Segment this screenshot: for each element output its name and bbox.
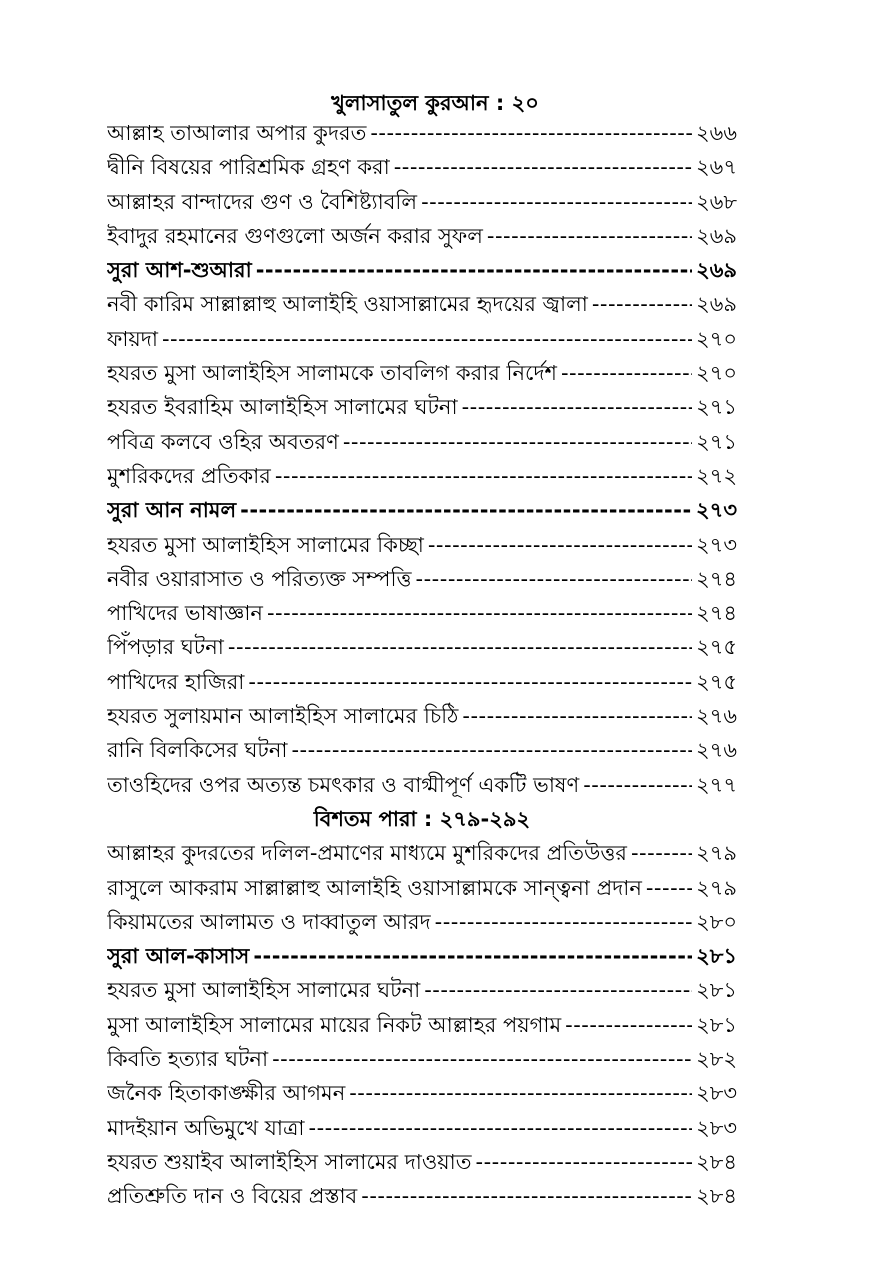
dash-leader — [248, 665, 692, 699]
toc-entry-row — [107, 699, 737, 733]
toc-page-number: ২৬৮ — [696, 189, 737, 214]
toc-surah-heading-row — [107, 939, 737, 973]
toc-entry-row — [107, 116, 737, 150]
dash-leader — [421, 185, 692, 219]
toc-entry-title: হযরত ইবরাহিম আলাইহিস সালামের ঘটনা — [107, 395, 458, 420]
toc-entry-title: মুশরিকদের প্রতিকার — [107, 463, 271, 488]
toc-page-number: ২৭৯ — [696, 875, 737, 900]
toc-entry-row — [107, 1008, 737, 1042]
toc-entry-title: রানি বিলকিসের ঘটনা — [107, 738, 288, 763]
toc-entry-title: মুসা আলাইহিস সালামের মায়ের নিকট আল্লাহর পয়গাম — [107, 1012, 562, 1037]
dash-leader — [435, 905, 692, 939]
toc-page-number: ২৭৯ — [696, 841, 737, 866]
toc-entry-row — [107, 1145, 737, 1179]
dash-leader — [646, 871, 692, 905]
toc-entry-row — [107, 356, 737, 390]
toc-entry-row — [107, 425, 737, 459]
toc-entry-row — [107, 836, 737, 870]
toc-page-number: ২৬৯ — [696, 223, 737, 248]
dash-leader — [349, 1076, 692, 1110]
toc-entry-title: কিবতি হত্যার ঘটনা — [107, 1047, 269, 1072]
dash-leader — [162, 322, 692, 356]
dash-leader — [565, 1008, 692, 1042]
toc-entry-row — [107, 150, 737, 184]
toc-entry-row — [107, 287, 737, 321]
toc-entry-row — [107, 1042, 737, 1076]
dash-leader — [291, 733, 692, 767]
toc-entry-title: মাদইয়ান অভিমুখে যাত্রা — [107, 1115, 305, 1140]
toc-entry-title: সুরা আন নামল — [107, 498, 237, 523]
toc-entry-title: প্রতিশ্রুতি দান ও বিয়ের প্রস্তাব — [107, 1184, 358, 1209]
table-of-contents — [107, 116, 737, 1214]
toc-page-number: ২৮৪ — [696, 1184, 737, 1209]
toc-entry-title: তাওহিদের ওপর অত্যন্ত চমৎকার ও বাগ্মীপূর্ণ একটি ভাষণ — [107, 772, 580, 797]
dash-leader — [253, 939, 692, 973]
dash-leader — [428, 528, 692, 562]
toc-page-number: ২৭৩ — [696, 498, 737, 523]
toc-page-number: ২৬৯ — [696, 292, 737, 317]
toc-page-number: ২৭১ — [696, 429, 737, 454]
section-heading-para-twenty: বিশতম পারা : ২৭৯-২৯২ — [313, 806, 531, 831]
toc-entry-title: পবিত্র কলবে ওহির অবতরণ — [107, 429, 339, 454]
toc-entry-title: সুরা আশ-শুআরা — [107, 258, 252, 283]
toc-page-number: ২৬৬ — [696, 121, 737, 145]
dash-leader — [583, 768, 692, 802]
toc-entry-title: পিঁপড়ার ঘটনা — [107, 635, 224, 660]
toc-entry-title: জনৈক হিতাকাঙ্ক্ষীর আগমন — [107, 1081, 346, 1106]
toc-page-number: ২৮১ — [696, 944, 737, 969]
toc-entry-row — [107, 1076, 737, 1110]
toc-entry-row — [107, 630, 737, 664]
dash-leader — [416, 562, 693, 596]
toc-entry-title: রাসুলে আকরাম সাল্লাল্লাহু আলাইহি ওয়াসাল্লামকে সান্ত্বনা প্রদান — [107, 875, 642, 900]
toc-entry-row — [107, 390, 737, 424]
toc-entry-row — [107, 871, 737, 905]
toc-surah-heading-row — [107, 493, 737, 527]
toc-entry-row — [107, 596, 737, 630]
toc-entry-title: ফায়দা — [107, 326, 158, 351]
toc-entry-title: আল্লাহ তাআলার অপার কুদরত — [107, 121, 367, 145]
toc-entry-title: সুরা আল-কাসাস — [107, 944, 250, 969]
dash-leader — [394, 150, 692, 184]
dash-leader — [267, 596, 692, 630]
toc-list-part-one — [107, 116, 737, 802]
toc-entry-title: আল্লাহর কুদরতের দলিল-প্রমাণের মাধ্যমে মুশরিকদের প্রতিউত্তর — [107, 841, 627, 866]
toc-entry-row — [107, 219, 737, 253]
dash-leader — [275, 459, 692, 493]
toc-entry-row — [107, 905, 737, 939]
toc-page-number: ২৭৬ — [696, 704, 737, 729]
toc-entry-title: হযরত মুসা আলাইহিস সালামের কিচ্ছা — [107, 532, 424, 557]
toc-page-number: ২৮২ — [696, 1047, 737, 1072]
dash-leader — [256, 253, 692, 287]
dash-leader — [309, 1111, 693, 1145]
dash-leader — [361, 1179, 692, 1213]
toc-page-number: ২৬৯ — [696, 258, 737, 283]
toc-page-number: ২৭১ — [696, 395, 737, 420]
toc-page-number: ২৭০ — [696, 326, 737, 351]
toc-entry-row — [107, 665, 737, 699]
dash-leader — [240, 493, 692, 527]
toc-entry-title: পাখিদের হাজিরা — [107, 669, 245, 694]
toc-entry-title: কিয়ামতের আলামত ও দাব্বাতুল আরদ — [107, 909, 431, 934]
dash-leader — [592, 287, 692, 321]
toc-entry-title: হযরত মুসা আলাইহিস সালামের ঘটনা — [107, 978, 421, 1003]
dash-leader — [272, 1042, 692, 1076]
toc-page-number: ২৭৫ — [696, 635, 737, 660]
toc-page-number: ২৭০ — [696, 361, 737, 386]
toc-entry-title: ইবাদুর রহমানের গুণগুলো অর্জন করার সুফল — [107, 223, 483, 248]
toc-page-number: ২৭৫ — [696, 669, 737, 694]
dash-leader — [561, 356, 692, 390]
toc-entry-title: হযরত সুলায়মান আলাইহিস সালামের চিঠি — [107, 704, 459, 729]
running-header: খুলাসাতুল কুরআন : ২০ — [331, 91, 539, 115]
toc-page-number: ২৮১ — [696, 978, 737, 1003]
toc-entry-title: দ্বীনি বিষয়ের পারিশ্রমিক গ্রহণ করা — [107, 155, 390, 180]
toc-page-number: ২৭৭ — [696, 772, 737, 797]
dash-leader — [370, 116, 692, 150]
toc-page-number: ২৬৭ — [696, 155, 737, 180]
toc-page-number: ২৭৪ — [696, 601, 737, 626]
toc-page-number: ২৭৪ — [696, 566, 737, 591]
toc-entry-row — [107, 768, 737, 802]
toc-page-number: ২৭২ — [696, 463, 737, 488]
toc-entry-row — [107, 733, 737, 767]
toc-entry-title: পাখিদের ভাষাজ্ঞান — [107, 601, 263, 626]
toc-page-number: ২৮৩ — [696, 1081, 737, 1106]
toc-entry-title: হযরত মুসা আলাইহিস সালামকে তাবলিগ করার নির্দেশ — [107, 361, 557, 386]
dash-leader — [462, 699, 692, 733]
toc-page-number: ২৭৬ — [696, 738, 737, 763]
toc-entry-row — [107, 562, 737, 596]
toc-page-number: ২৭৩ — [696, 532, 737, 557]
toc-page-number: ২৮১ — [696, 1012, 737, 1037]
dash-leader — [228, 630, 692, 664]
toc-surah-heading-row — [107, 253, 737, 287]
toc-entry-row — [107, 1179, 737, 1213]
toc-entry-row — [107, 1111, 737, 1145]
toc-entry-row — [107, 528, 737, 562]
dash-leader — [631, 836, 692, 870]
dash-leader — [343, 425, 692, 459]
toc-page-number: ২৮০ — [696, 909, 737, 934]
toc-entry-row — [107, 185, 737, 219]
toc-page-number: ২৮৩ — [696, 1115, 737, 1140]
toc-entry-row — [107, 973, 737, 1007]
toc-entry-title: আল্লাহর বান্দাদের গুণ ও বৈশিষ্ট্যাবলি — [107, 189, 418, 214]
dash-leader — [462, 390, 693, 424]
toc-entry-title: হযরত শুয়াইব আলাইহিস সালামের দাওয়াত — [107, 1149, 472, 1174]
dash-leader — [424, 973, 692, 1007]
dash-leader — [487, 219, 692, 253]
toc-entry-title: নবী কারিম সাল্লাল্লাহু আলাইহি ওয়াসাল্লামের হৃদয়ের জ্বালা — [107, 292, 588, 317]
toc-page-number: ২৮৪ — [696, 1149, 737, 1174]
toc-entry-row — [107, 459, 737, 493]
toc-entry-row — [107, 322, 737, 356]
dash-leader — [476, 1145, 693, 1179]
toc-entry-title: নবীর ওয়ারাসাত ও পরিত্যক্ত সম্পত্তি — [107, 566, 412, 591]
toc-list-part-two — [107, 836, 737, 1213]
